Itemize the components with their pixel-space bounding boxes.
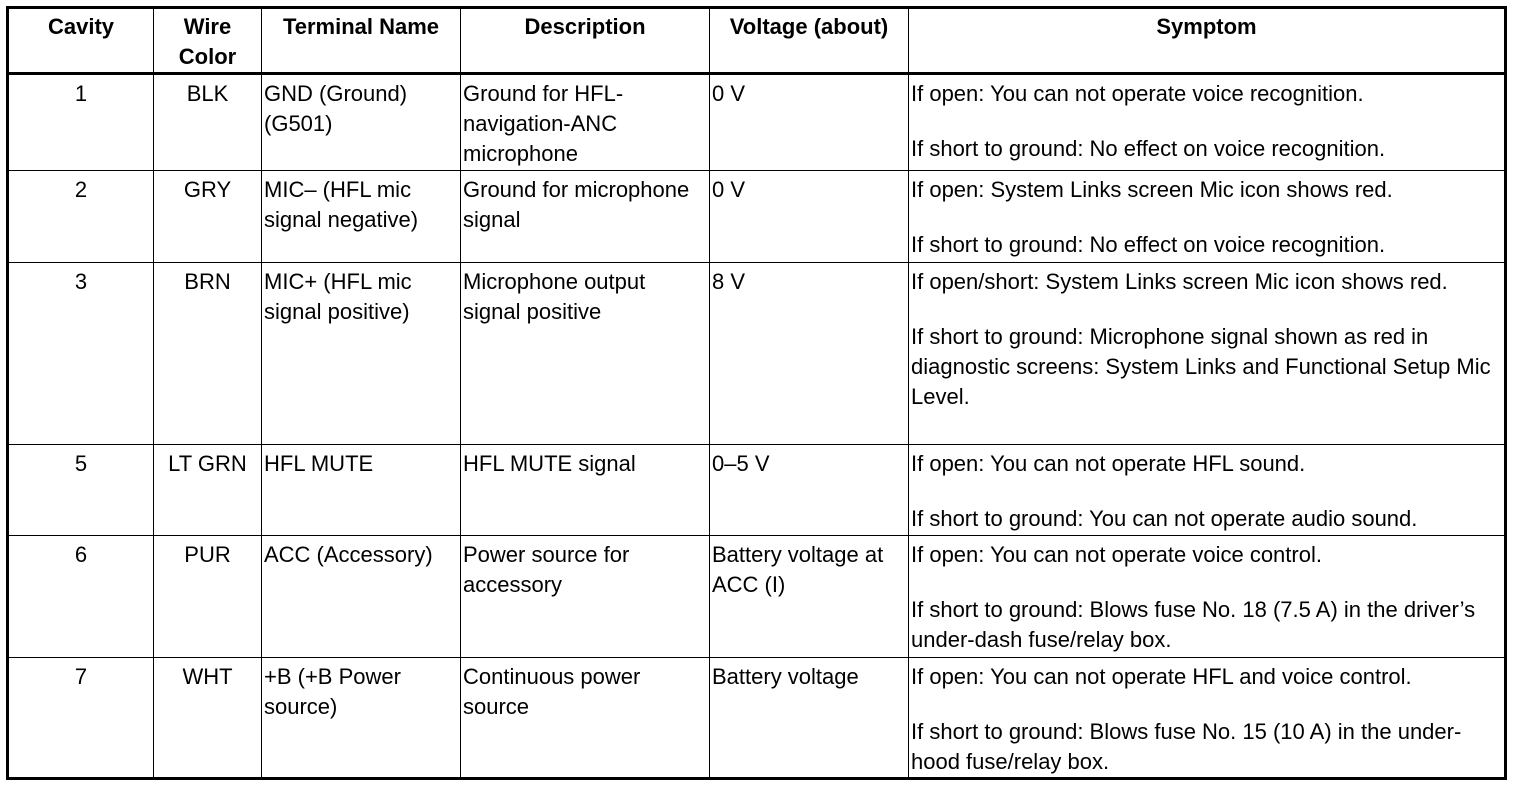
voltage-cell: 0 V: [710, 74, 909, 171]
header-terminal-name: Terminal Name: [262, 8, 461, 74]
wire-color-cell: BLK: [154, 74, 262, 171]
wire-color-cell: LT GRN: [154, 445, 262, 536]
wiring-table: [6, 6, 1507, 780]
table-row: [8, 445, 1506, 536]
cavity-cell: 3: [8, 263, 154, 445]
voltage-cell: Battery voltage: [710, 658, 909, 779]
table-row: [8, 171, 1506, 263]
symptom-short: If short to ground: You can not operate audio sound.: [911, 506, 1418, 531]
table-row: [8, 536, 1506, 658]
table-row: [8, 74, 1506, 171]
symptom-cell: [909, 536, 1506, 658]
symptom-short: If short to ground: Microphone signal shown as red in diagnostic screens: System Links and Functional Setup Mic Level.: [911, 324, 1491, 409]
symptom-short: If short to ground: Blows fuse No. 18 (7.5 A) in the driver’s under-dash fuse/relay box.: [911, 597, 1476, 652]
cavity-cell: 1: [8, 74, 154, 171]
symptom-cell: [909, 74, 1506, 171]
cavity-cell: 7: [8, 658, 154, 779]
description-cell: HFL MUTE signal: [461, 445, 710, 536]
description-cell: Ground for microphone signal: [461, 171, 710, 263]
description-cell: Microphone output signal positive: [461, 263, 710, 445]
symptom-open: If open: You can not operate voice recognition.: [911, 81, 1364, 106]
symptom-short: If short to ground: No effect on voice recognition.: [911, 136, 1386, 161]
table-header-row: [8, 8, 1506, 74]
cavity-cell: 5: [8, 445, 154, 536]
voltage-cell: 0–5 V: [710, 445, 909, 536]
cavity-cell: 6: [8, 536, 154, 658]
symptom-short: If short to ground: No effect on voice recognition.: [911, 232, 1386, 257]
symptom-open: If open: System Links screen Mic icon shows red.: [911, 177, 1393, 202]
voltage-cell: Battery voltage at ACC (I): [710, 536, 909, 658]
header-wire-color-line2: Color: [178, 44, 237, 69]
header-wire-color: [154, 8, 262, 74]
cavity-cell: 2: [8, 171, 154, 263]
description-cell: Power source for accessory: [461, 536, 710, 658]
terminal-name-cell: ACC (Accessory): [262, 536, 461, 658]
table-row: [8, 263, 1506, 445]
symptom-open: If open: You can not operate voice control.: [911, 542, 1322, 567]
wire-color-cell: PUR: [154, 536, 262, 658]
terminal-name-cell: HFL MUTE: [262, 445, 461, 536]
voltage-cell: 0 V: [710, 171, 909, 263]
voltage-cell: 8 V: [710, 263, 909, 445]
symptom-open: If open: You can not operate HFL sound.: [911, 451, 1306, 476]
table-row: [8, 658, 1506, 779]
wire-color-cell: BRN: [154, 263, 262, 445]
header-description: Description: [461, 8, 710, 74]
description-cell: Continuous power source: [461, 658, 710, 779]
wire-color-cell: GRY: [154, 171, 262, 263]
symptom-open: If open: You can not operate HFL and voice control.: [911, 664, 1412, 689]
header-voltage: Voltage (about): [710, 8, 909, 74]
symptom-cell: [909, 171, 1506, 263]
terminal-name-cell: MIC+ (HFL mic signal positive): [262, 263, 461, 445]
header-wire-color-line1: Wire: [183, 14, 232, 39]
symptom-cell: [909, 658, 1506, 779]
symptom-cell: [909, 263, 1506, 445]
terminal-name-cell: MIC– (HFL mic signal negative): [262, 171, 461, 263]
description-cell: Ground for HFL-navigation-ANC microphone: [461, 74, 710, 171]
header-symptom: Symptom: [909, 8, 1506, 74]
symptom-open: If open/short: System Links screen Mic icon shows red.: [911, 269, 1448, 294]
symptom-cell: [909, 445, 1506, 536]
terminal-name-cell: GND (Ground) (G501): [262, 74, 461, 171]
header-cavity: Cavity: [8, 8, 154, 74]
wire-color-cell: WHT: [154, 658, 262, 779]
terminal-name-cell: +B (+B Power source): [262, 658, 461, 779]
symptom-short: If short to ground: Blows fuse No. 15 (10 A) in the under-hood fuse/relay box.: [911, 719, 1462, 774]
